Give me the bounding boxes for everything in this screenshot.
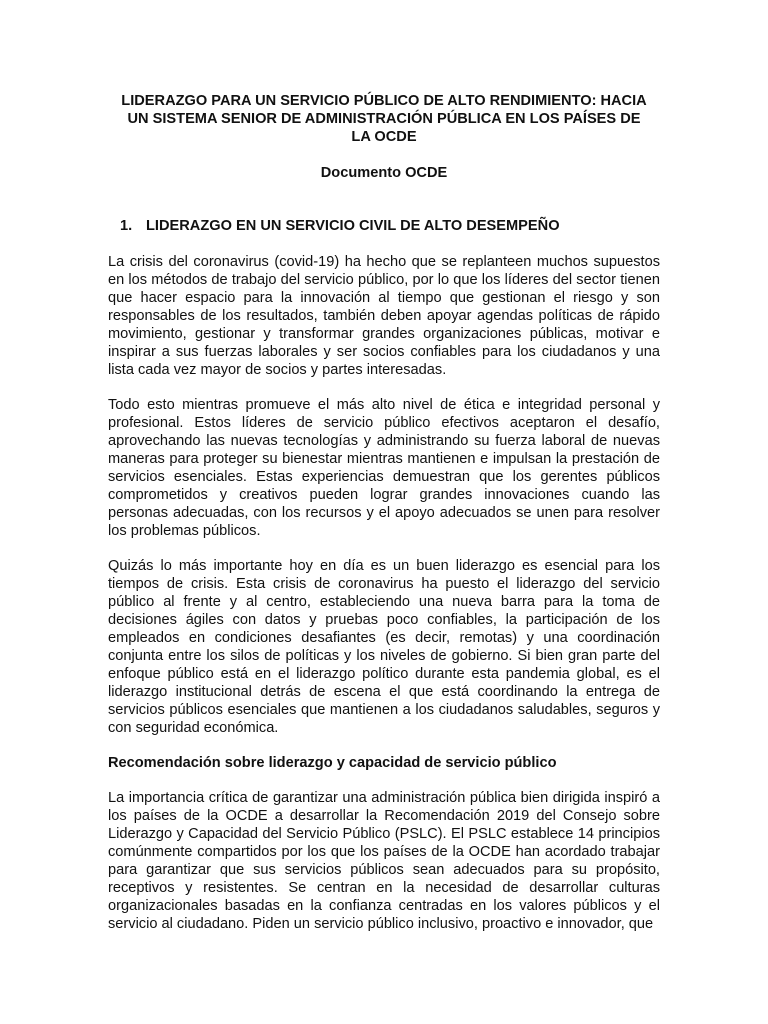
paragraph: Quizás lo más importante hoy en día es un buen liderazgo es esencial para los tiempos de crisis. Esta crisis de coronavirus ha puesto el liderazgo del servicio público al frente y al centro, estableciendo una nueva barra para la toma de decisiones ágiles con datos y pruebas poco confiables, la participación de los empleados en condiciones desafiantes (es decir, remotas) y una coordinación conjunta entre los silos de políticas y los niveles de gobierno. Si bien gran parte del enfoque público está en el liderazgo político durante esta pandemia global, es el liderazgo institucional detrás de escena el que está coordinando la entrega de servicios públicos esenciales que mantienen a los ciudadanos saludables, seguros y con seguridad económica. <box>108 558 660 736</box>
paragraph: La crisis del coronavirus (covid-19) ha hecho que se replanteen muchos supuestos en los métodos de trabajo del servicio público, por lo que los líderes del sector tienen que hacer espacio para la innovación al tiempo que gestionan el riesgo y son responsables de los resultados, también deben apoyar agendas políticas de rápido movimiento, gestionar y transformar grandes organizaciones públicas, motivar e inspirar a sus fuerzas laborales y ser socios confiables para los ciudadanos y una lista cada vez mayor de socios y partes interesadas. <box>108 254 660 378</box>
paragraph: Todo esto mientras promueve el más alto nivel de ética e integridad personal y profesional. Estos líderes de servicio público efectivos aceptaron el desafío, aprovechando las nuevas tecnologías y administrando su fuerza laboral de nuevas maneras para proteger su bienestar mientras mantienen e impulsan la prestación de servicios esenciales. Estas experiencias demuestran que los gerentes públicos comprometidos y creativos pueden lograr grandes innovaciones cuando las personas adecuadas, con los recursos y el apoyo adecuados se unen para resolver los problemas públicos. <box>108 397 660 539</box>
section-number: 1. <box>120 218 133 234</box>
section-heading-text: LIDERAZGO EN UN SERVICIO CIVIL DE ALTO DESEMPEÑO <box>146 218 560 234</box>
section-heading <box>108 217 660 235</box>
document-subtitle: Documento OCDE <box>320 165 448 181</box>
paragraph: La importancia crítica de garantizar una administración pública bien dirigida inspiró a los países de la OCDE a desarrollar la Recomendación 2019 del Consejo sobre Liderazgo y Capacidad del Servicio Público (PSLC). El PSLC establece 14 principios comúnmente compartidos por los que los países de la OCDE han acordado trabajar para garantizar que sus servicios públicos sean adecuados para su propósito, receptivos y resistentes. Se centran en la necesidad de desarrollar culturas organizacionales basadas en la confianza centradas en los valores públicos y el servicio al ciudadano. Piden un servicio público inclusivo, proactivo e innovador, que <box>108 790 660 932</box>
document-title: LIDERAZGO PARA UN SERVICIO PÚBLICO DE ALTO RENDIMIENTO: HACIA UN SISTEMA SENIOR DE ADMINISTRACIÓN PÚBLICA EN LOS PAÍSES DE LA OCDE <box>121 93 647 145</box>
subsection-heading: Recomendación sobre liderazgo y capacidad de servicio público <box>108 755 557 771</box>
